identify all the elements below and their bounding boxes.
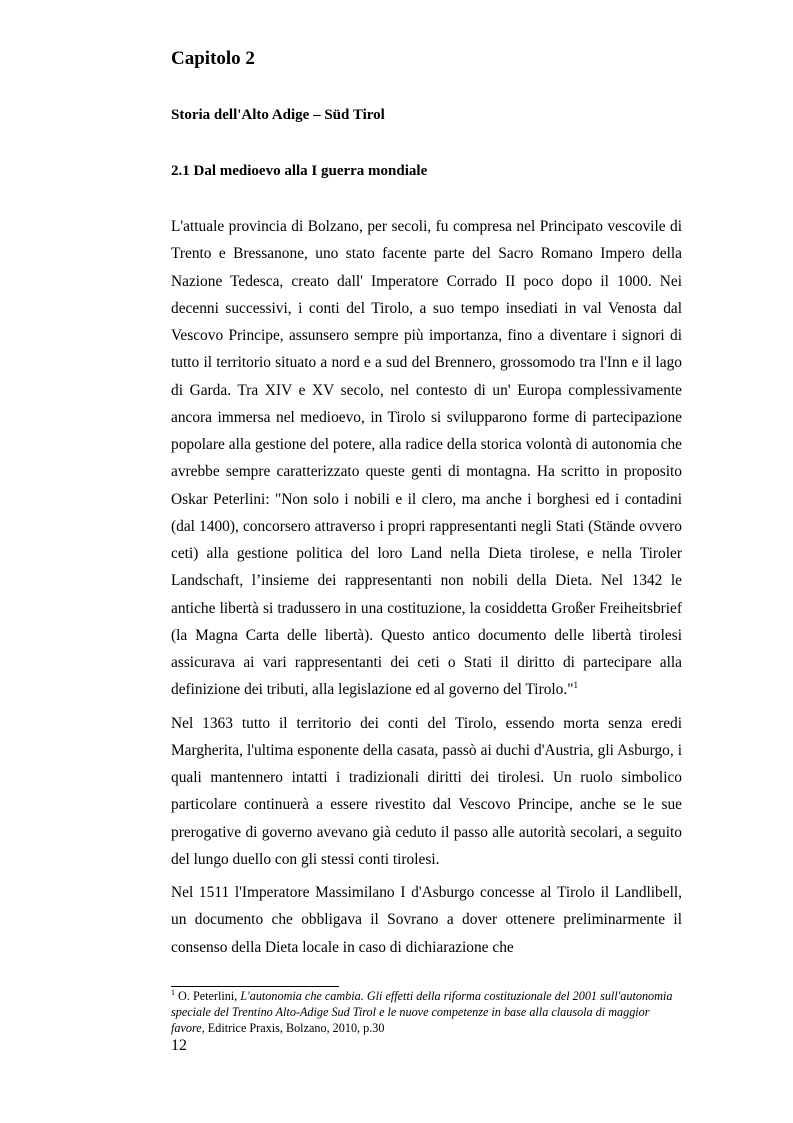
subsection-title: 2.1 Dal medioevo alla I guerra mondiale xyxy=(171,163,428,179)
footnote-separator xyxy=(171,986,339,987)
footnote-reference: 1 xyxy=(573,680,578,691)
paragraph-2: Nel 1363 tutto il territorio dei conti del Tirolo, essendo morta senza eredi Margherita, l'ultima esponente della casata, passò ai duchi d'Austria, gli Asburgo, i quali mantennero intatti i tradizionali diritti dei tirolesi. Un ruolo simbolico particolare continuerà a essere rivestito dal Vescovo Principe, anche se le sue prerogative di governo avevano già ceduto il passo alle autorità secolari, a seguito del lungo duello con gli stessi conti tirolesi. xyxy=(171,714,682,868)
page-number: 12 xyxy=(171,1037,187,1054)
paragraph-1 xyxy=(171,213,682,704)
footnote xyxy=(171,988,683,1036)
footnote-number: 1 xyxy=(171,987,175,997)
body-text xyxy=(171,213,682,961)
footnote-title: L'autonomia che cambia. Gli effetti della riforma costituzionale del 2001 sull'autonomia speciale del Trentino Alto-Adige Sud Tirol e le nuove competenze in base alla clausola di maggior favore xyxy=(171,989,673,1035)
footnote-author: O. Peterlini, xyxy=(175,989,241,1003)
paragraph-3: Nel 1511 l'Imperatore Massimilano I d'Asburgo concesse al Tirolo il Landlibell, un documento che obbligava il Sovrano a dover ottenere preliminarmente il consenso della Dieta locale in caso di dichiarazione che xyxy=(171,884,682,956)
footnote-publisher: , Editrice Praxis, Bolzano, 2010, p.30 xyxy=(201,1021,385,1035)
chapter-title: Capitolo 2 xyxy=(171,48,255,69)
section-title: Storia dell'Alto Adige – Süd Tirol xyxy=(171,107,385,123)
paragraph-1-text: L'attuale provincia di Bolzano, per secoli, fu compresa nel Principato vescovile di Trento e Bressanone, uno stato facente parte del Sacro Romano Impero della Nazione Tedesca, creato dall' Imperatore Corrado II poco dopo il 1000. Nei decenni successivi, i conti del Tirolo, a suo tempo insediati in val Venosta dal Vescovo Principe, assunsero sempre più importanza, fino a diventare i signori di tutto il territorio situato a nord e a sud del Brennero, grossomodo tra l'Inn e il lago di Garda. Tra XIV e XV secolo, nel contesto di un' Europa complessivamente ancora immersa nel medioevo, in Tirolo si svilupparono forme di partecipazione popolare alla gestione del potere, alla radice della storica volontà di autonomia che avrebbe sempre caratterizzato queste genti di montagna. Ha scritto in proposito Oskar Peterlini: "Non solo i nobili e il clero, ma anche i borghesi ed i contadini (dal 1400), concorsero attraverso i propri rappresentanti negli Stati (Stände ovvero ceti) alla gestione politica del loro Land nella Dieta tirolese, e nella Tiroler Landschaft, l’insieme dei rappresentanti non nobili della Dieta. Nel 1342 le antiche libertà si tradussero in una costituzione, la cosiddetta Großer Freiheitsbrief (la Magna Carta delle libertà). Questo antico documento delle libertà tirolesi assicurava ai vari rappresentanti dei ceti o Stati il diritto di partecipare alla definizione dei tributi, alla legislazione ed al governo del Tirolo." xyxy=(171,218,682,699)
